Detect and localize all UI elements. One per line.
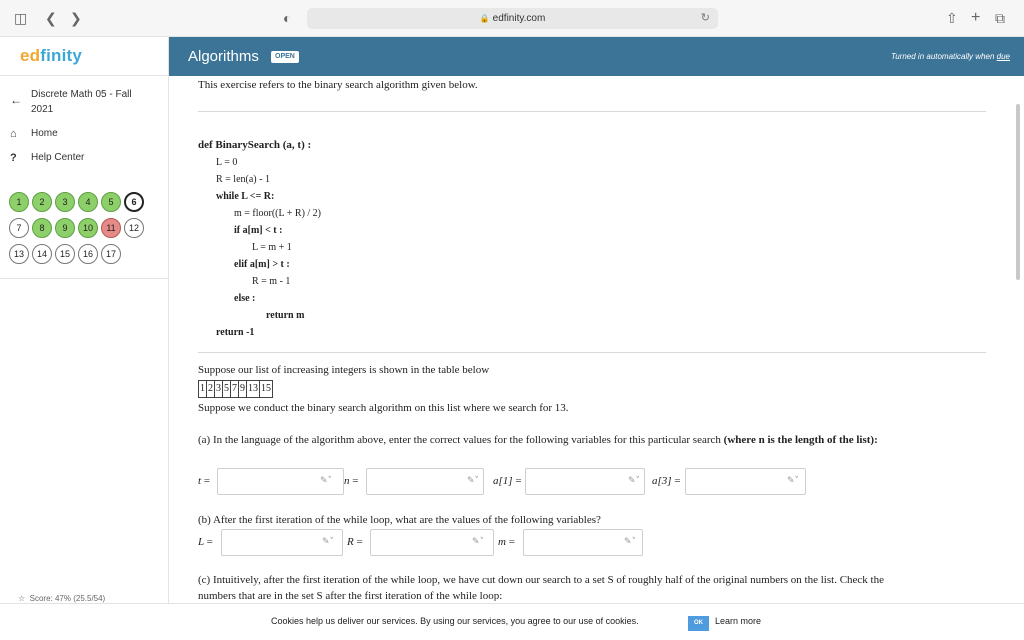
code-line: L = m + 1 xyxy=(252,242,292,253)
var-label-a3: a[3] = xyxy=(652,475,681,487)
home-icon: ⌂ xyxy=(10,128,17,140)
problem-2-button[interactable]: 2 xyxy=(32,192,52,212)
shield-icon[interactable]: ◐ xyxy=(283,10,292,26)
code-line: while L <= R: xyxy=(216,191,275,202)
search-sentence: Suppose we conduct the binary search algorithm on this list where we search for 13. xyxy=(198,402,569,414)
problem-14-button[interactable]: 14 xyxy=(32,244,52,264)
problem-15-button[interactable]: 15 xyxy=(55,244,75,264)
var-label-t: t = xyxy=(198,475,211,487)
code-line: elif a[m] > t : xyxy=(234,259,290,270)
cookie-text: Cookies help us deliver our services. By using our services, you agree to our use of cookies. xyxy=(271,616,639,626)
problem-intro: This exercise refers to the binary search algorithm given below. xyxy=(198,79,478,91)
problem-3-button[interactable]: 3 xyxy=(55,192,75,212)
part-a-prompt: (a) In the language of the algorithm above, enter the correct values for the following variables for this particular search (where n is the length of the list): xyxy=(198,434,878,446)
score-label: ☆ Score: 47% (25.5/54) xyxy=(18,594,106,603)
pencil-icon[interactable]: ✎˅ xyxy=(624,537,637,547)
forward-icon[interactable]: ❯ xyxy=(70,10,82,26)
problem-1-button[interactable]: 1 xyxy=(9,192,29,212)
course-title[interactable]: Discrete Math 05 - Fall 2021 xyxy=(31,89,132,115)
var-label-m: m = xyxy=(498,536,515,548)
list-intro: Suppose our list of increasing integers is shown in the table below xyxy=(198,364,490,376)
divider xyxy=(0,278,169,279)
turn-in-note: Turned in automatically when due xyxy=(890,52,1010,61)
cookie-ok-button[interactable]: OK xyxy=(688,616,709,631)
algorithm-code xyxy=(198,137,598,347)
code-line: return m xyxy=(266,310,305,321)
table-cell: 3 xyxy=(215,381,223,398)
sidebar xyxy=(0,37,169,640)
code-line: return -1 xyxy=(216,327,255,338)
sidebar-item-home[interactable] xyxy=(0,125,169,143)
code-line: if a[m] < t : xyxy=(234,225,283,236)
due-link[interactable]: due xyxy=(996,52,1010,61)
problem-8-button[interactable]: 8 xyxy=(32,218,52,238)
table-cell: 5 xyxy=(223,381,231,398)
code-line: R = m - 1 xyxy=(252,276,291,287)
part-b-answers xyxy=(198,529,988,557)
code-line: L = 0 xyxy=(216,157,238,168)
assignment-header xyxy=(169,37,1024,76)
table-row xyxy=(199,381,273,398)
new-tab-icon[interactable]: + xyxy=(971,9,981,26)
logo-area xyxy=(0,37,168,76)
problem-7-button[interactable]: 7 xyxy=(9,218,29,238)
sidebar-icon[interactable]: ◫ xyxy=(14,10,28,26)
scrollbar[interactable] xyxy=(1016,104,1020,280)
share-icon[interactable]: ⇧ xyxy=(946,10,958,26)
problem-10-button[interactable]: 10 xyxy=(78,218,98,238)
var-label-R: R = xyxy=(347,536,363,548)
problem-content xyxy=(198,76,988,601)
pencil-icon[interactable]: ✎˅ xyxy=(472,537,485,547)
tabs-icon[interactable]: ⧉ xyxy=(995,10,1005,26)
pencil-icon[interactable]: ✎˅ xyxy=(467,476,480,486)
part-b-prompt: (b) After the first iteration of the while loop, what are the values of the following variables? xyxy=(198,514,601,526)
code-line: else : xyxy=(234,293,256,304)
part-a-answers xyxy=(198,468,988,496)
edfinity-logo[interactable]: edfinity xyxy=(20,46,83,65)
assignment-title: Algorithms xyxy=(188,48,259,65)
table-cell: 2 xyxy=(207,381,215,398)
problem-6-button[interactable]: 6 xyxy=(124,192,144,212)
cookie-banner xyxy=(0,603,1024,640)
problem-5-button[interactable]: 5 xyxy=(101,192,121,212)
url-bar[interactable] xyxy=(307,8,718,29)
var-label-a1: a[1] = xyxy=(493,475,522,487)
code-line: R = len(a) - 1 xyxy=(216,174,270,185)
course-link[interactable] xyxy=(0,87,169,121)
divider xyxy=(198,352,986,353)
problem-16-button[interactable]: 16 xyxy=(78,244,98,264)
problem-9-button[interactable]: 9 xyxy=(55,218,75,238)
reload-icon[interactable]: ↻ xyxy=(700,12,710,24)
browser-toolbar xyxy=(0,0,1024,37)
back-arrow-icon[interactable]: ← xyxy=(10,93,22,107)
table-cell: 7 xyxy=(231,381,239,398)
table-cell: 15 xyxy=(260,381,273,398)
sidebar-item-label: Home xyxy=(31,128,58,139)
part-c-prompt: (c) Intuitively, after the first iteration of the while loop, we have cut down our search to a set S of roughly half of the original numbers on the list. Check the xyxy=(198,574,884,586)
var-label-L: L = xyxy=(198,536,213,548)
status-badge: OPEN xyxy=(271,51,299,63)
table-cell: 13 xyxy=(247,381,260,398)
answer-input-a1[interactable] xyxy=(525,468,645,495)
problem-17-button[interactable]: 17 xyxy=(101,244,121,264)
code-line: def BinarySearch (a, t) : xyxy=(198,139,312,151)
code-line: m = floor((L + R) / 2) xyxy=(234,208,322,219)
integer-list-table xyxy=(198,380,273,398)
divider xyxy=(198,111,986,112)
learn-more-link[interactable]: Learn more xyxy=(715,616,762,626)
question-icon: ? xyxy=(10,152,17,164)
part-c-prompt-continued: numbers that are in the set S after the first iteration of the while loop: xyxy=(198,590,503,601)
var-label-n: n = xyxy=(344,475,359,487)
problem-12-button[interactable]: 12 xyxy=(124,218,144,238)
pencil-icon[interactable]: ✎˅ xyxy=(787,476,800,486)
problem-13-button[interactable]: 13 xyxy=(9,244,29,264)
pencil-icon[interactable]: ✎˅ xyxy=(320,476,333,486)
url-text: edfinity.com xyxy=(492,13,546,24)
table-cell: 1 xyxy=(199,381,207,398)
sidebar-item-help-center[interactable] xyxy=(0,149,169,167)
pencil-icon[interactable]: ✎˅ xyxy=(322,537,335,547)
lock-icon: 🔒 xyxy=(479,14,490,23)
back-icon[interactable]: ❮ xyxy=(45,10,57,26)
problem-11-button[interactable]: 11 xyxy=(101,218,121,238)
pencil-icon[interactable]: ✎˅ xyxy=(628,476,641,486)
problem-4-button[interactable]: 4 xyxy=(78,192,98,212)
table-cell: 9 xyxy=(239,381,247,398)
sidebar-item-label: Help Center xyxy=(31,152,85,163)
